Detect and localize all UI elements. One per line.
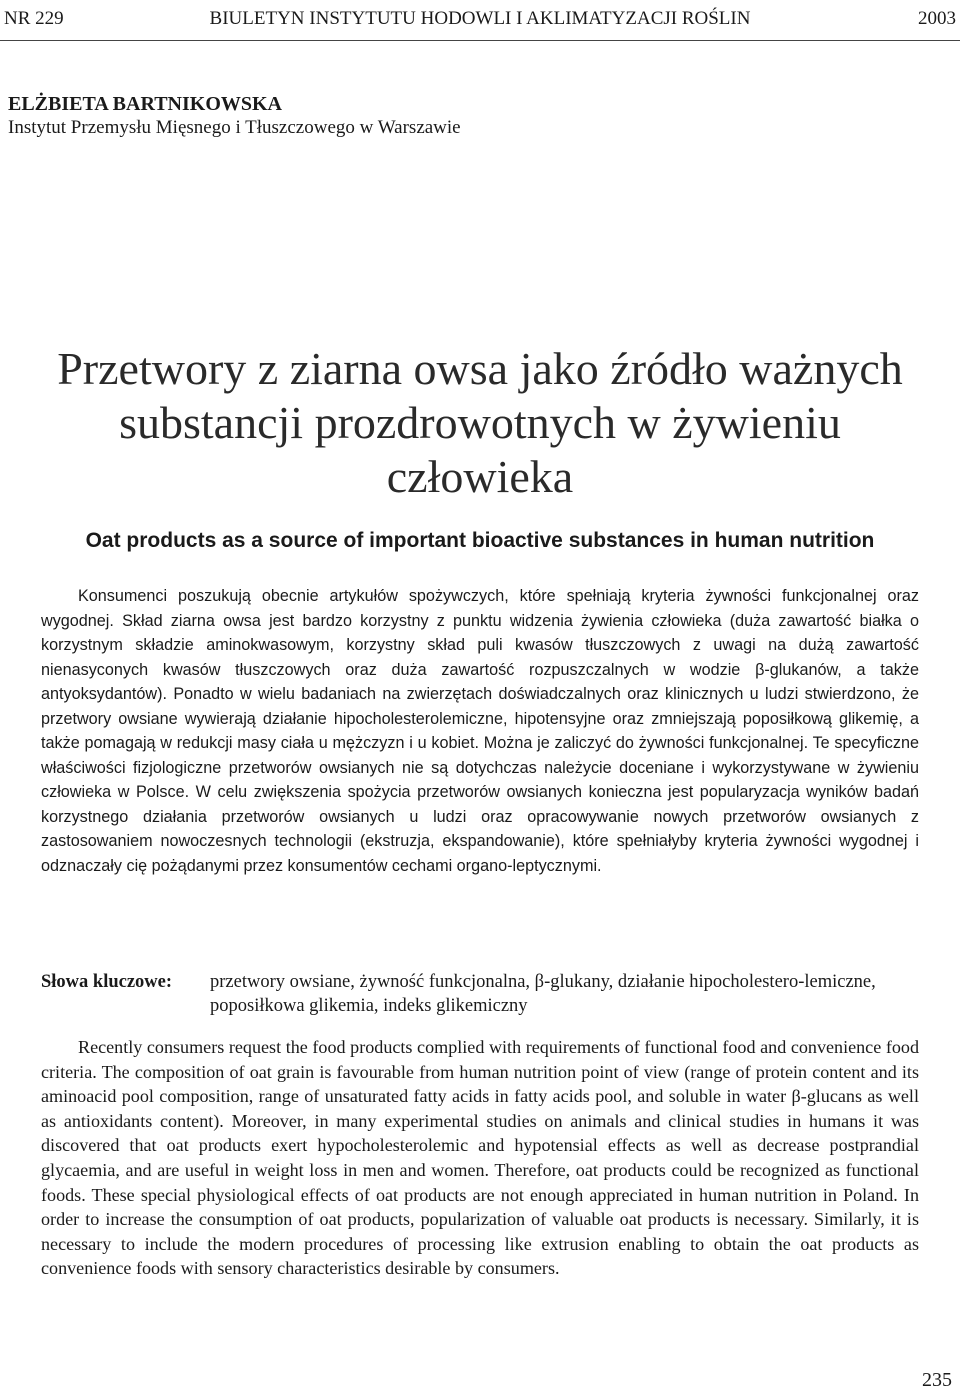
running-header <box>4 4 956 34</box>
abstract-polish: Konsumenci poszukują obecnie artykułów spożywczych, które spełniają kryteria żywności funkcjonalnej oraz wygodnej. Skład ziarna owsa jest bardzo korzystny z punktu widzenia żywienia człowieka (duża zawartość białka o korzystnym składzie aminokwasowym, korzystny skład puli kwasów tłuszczowych z uwagi na dużą zawartość nienasyconych kwasów tłuszczowych oraz duża zawartość rozpuszczalnych w wodzie β-glukanów, a także antyoksydantów). Ponadto w wielu badaniach na zwierzętach doświadczalnych oraz klinicznych u ludzi stwierdzono, że przetwory owsiane wywierają działanie hipocholesterolemiczne, hipotensyjne oraz zmniejszają poposiłkową glikemię, a także pomagają w redukcji masy ciała u mężczyzn i u kobiet. Można je zaliczyć do żywności funkcjonalnej. Te specyficzne właściwości fizjologiczne przetworów owsianych nie są dotychczas należycie doceniane i wykorzystywane w żywieniu człowieka w Polsce. W celu zwiększenia spożycia przetworów owsianych konieczna jest popularyzacja wyników badań korzystnego działania przetworów owsianych u ludzi oraz opracowywanie nowych przetworów owsianych z zastosowaniem nowoczesnych technologii (ekstruzja, ekspandowanie), które spełniałyby kryteria żywności wygodnej i odznaczały cię pożądanymi przez konsumentów cechami organo-leptycznymi. <box>41 587 919 875</box>
publication-year: 2003 <box>918 8 956 29</box>
issue-number: NR 229 <box>4 8 64 29</box>
abstract-english: Recently consumers request the food products complied with requirements of functional food and convenience food criteria. The composition of oat grain is favourable from human nutrition point of view (range of protein content and its aminoacid pool composition, range of unsaturated fatty acids in fatty acids pool, and soluble in water β-glucans as well as antioxidants content). Moreover, in many experimental studies on animals and clinical studies in humans it was discovered that oat products exert hypocholesterolemic and hypotensial effects as well as decrease postprandial glycaemia, and are useful in weight loss in men and women. Therefore, oat products could be recognized as functional foods. These special physiological effects of oat products are not enough appreciated in human nutrition in Poland. In order to increase the consumption of oat products, popularization of valuable oat products is necessary. Similarly, it is necessary to include the modern procedures of processing like extrusion enabling to obtain the oat products as convenience foods with sensory characteristics desirable by consumers. <box>41 1037 919 1279</box>
header-divider <box>0 40 960 41</box>
author-name: ELŻBIETA BARTNIKOWSKA <box>8 93 283 115</box>
title-line-2: substancji prozdrowotnych w żywieniu <box>119 397 841 448</box>
article-title-polish <box>0 342 960 504</box>
title-line-1: Przetwory z ziarna owsa jako źródło ważnych <box>57 343 903 394</box>
title-line-3: człowieka <box>386 451 574 502</box>
keywords-label: Słowa kluczowe: <box>41 972 173 992</box>
keywords-text: przetwory owsiane, żywność funkcjonalna, β-glukany, działanie hipocholestero-lemiczne, poposiłkowa glikemia, indeks glikemiczny <box>210 972 876 1016</box>
journal-name: BIULETYN INSTYTUTU HODOWLI I AKLIMATYZACJI ROŚLIN <box>209 8 751 29</box>
author-affiliation: Instytut Przemysłu Mięsnego i Tłuszczowego w Warszawie <box>8 117 461 138</box>
page-number: 235 <box>922 1369 952 1391</box>
article-title-english: Oat products as a source of important bioactive substances in human nutrition <box>85 529 875 552</box>
